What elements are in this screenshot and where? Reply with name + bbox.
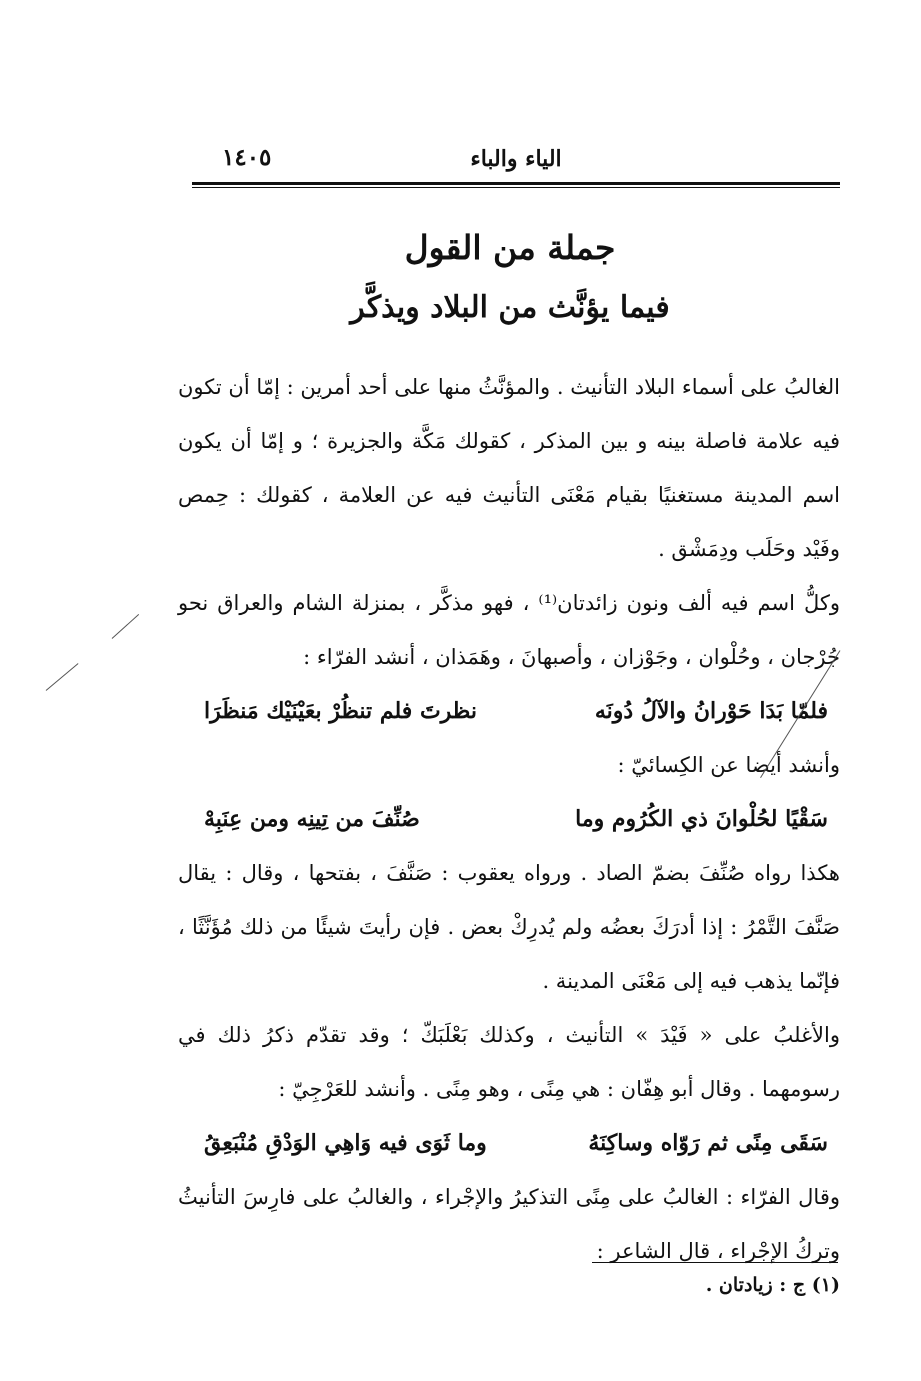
header-rule [192, 182, 840, 188]
paragraph: وقال الفرّاء : الغالبُ على مِنًى التذكيرُ والإجْراء ، والغالبُ على فارِسَ التأنيثُ وتركُ الإجْراء ، قال الشاعر : [178, 1185, 840, 1263]
verse-second-hemistich: صُنِّفَ من تِينِه ومن عِنَبِهْ [204, 806, 420, 832]
verse-second-hemistich: وما ثَوَى فيه وَاهِي الوَدْقِ مُنْبَعِقُ [204, 1130, 487, 1156]
running-title: الياء والباء [470, 146, 562, 172]
paragraph: والأغلبُ على « فَيْدَ » التأنيث ، وكذلك بَعْلَبَكّ ؛ وقد تقدّم ذكرُ ذلك في رسومهما . وقال أبو هِفّان : هي مِنًى ، وهو مِنًى . وأنشد للعَرْجِيّ : [178, 1023, 840, 1101]
section-title: جملة من القول [404, 228, 616, 267]
paragraph: الغالبُ على أسماء البلاد التأنيث . والمؤنَّثُ منها على أحد أمرين : إمّا أن تكون فيه علامة فاصلة بينه و بين المذكر ، كقولك مَكَّة والجزيرة ؛ و إمّا أن يكون اسم المدينة مستغنيًا بقيام مَعْنَى التأنيث فيه عن العلامة ، كقولك : حِمص وفَيْد وحَلَب ودِمَشْق . [178, 375, 840, 561]
scan-mark [112, 614, 139, 639]
paragraph: وكلُّ اسم فيه ألف ونون زائدتان⁽¹⁾ ، فهو مذكَّر ، بمنزلة الشام والعراق نحو جُرْجان ، وحُلْوان ، وجَوْزان ، وأصبهانَ ، وهَمَذان ، أنشد الفرّاء : [178, 591, 840, 669]
verse-first-hemistich: سَقَى مِنًى ثم رَوّاه وساكِنَهُ [588, 1130, 828, 1156]
verse-line [178, 1116, 840, 1170]
page-number: ١٤٠٥ [222, 144, 272, 171]
body-text [178, 360, 840, 1278]
paragraph: هكذا رواه صُنِّفَ بضمّ الصاد . ورواه يعقوب : صَنَّفَ ، بفتحها ، وقال : يقال صَنَّفَ التَّمْرُ : إذا أدرَكَ بعضُه ولم يُدرِكْ بعض . فإن رأيتَ شيئًا من ذلك مُؤَنَّثًا ، فإنّما يذهب فيه إلى مَعْنَى المدينة . [178, 861, 840, 993]
verse-first-hemistich: سَقْيًا لحُلْوانَ ذي الكُرُوم وما [575, 806, 828, 832]
scan-mark [46, 663, 79, 691]
verse-line [178, 792, 840, 846]
footnote-rule [592, 1262, 838, 1263]
verse-first-hemistich: فلمّا بَدَا حَوْرانُ والآلُ دُونَه [594, 698, 828, 724]
verse-second-hemistich: نظرتَ فلم تنظُرْ بعَيْنَيْك مَنظَرَا [204, 698, 477, 724]
verse-line [178, 684, 840, 738]
page-header [192, 142, 840, 184]
paragraph: وأنشد أيضا عن الكِسائيّ : [617, 753, 840, 777]
footnote: (١) ج : زيادتان . [705, 1274, 840, 1296]
section-subtitle: فيما يؤنَّث من البلاد ويذكَّر [350, 290, 670, 325]
